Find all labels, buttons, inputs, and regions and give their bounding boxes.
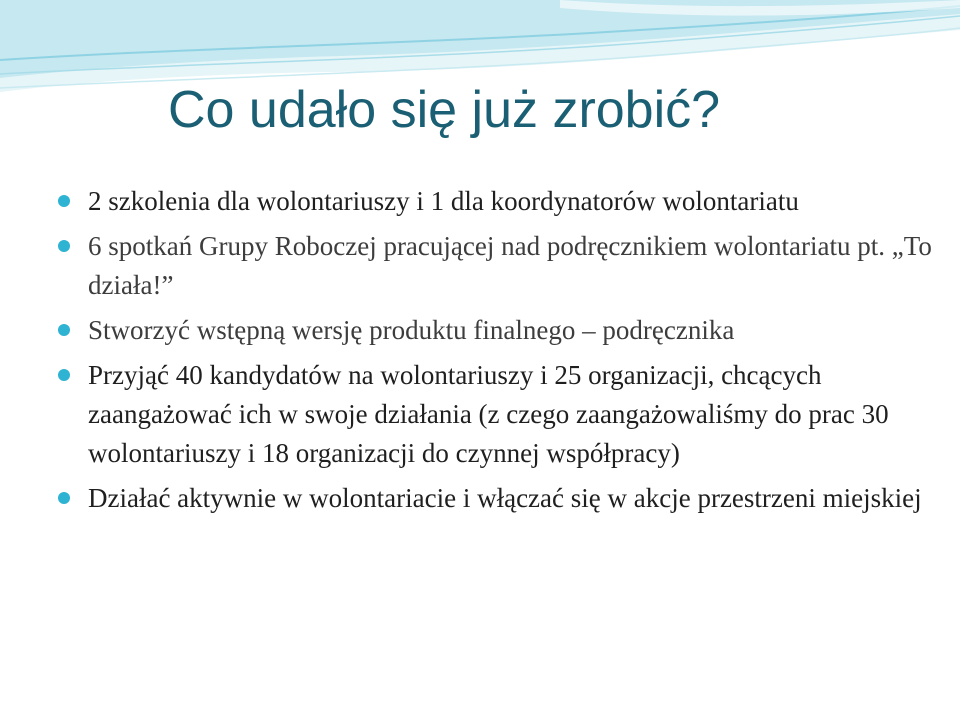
bullet-item — [58, 227, 938, 305]
bullet-dot-icon — [58, 492, 70, 504]
bullet-dot-icon — [58, 324, 70, 336]
bullet-text: Stworzyć wstępną wersję produktu finalnego – podręcznika — [88, 315, 735, 345]
bullet-list — [58, 182, 938, 524]
bullet-dot-icon — [58, 195, 70, 207]
bullet-item — [58, 479, 938, 518]
bullet-text: Przyjąć 40 kandydatów na wolontariuszy i 25 organizacji, chcących zaangażować ich w swoje działania (z czego zaangażowaliśmy do prac 30 wolontariuszy i 18 organizacji do czynnej współpracy) — [88, 360, 889, 468]
bullet-text: Działać aktywnie w wolontariacie i włączać się w akcje przestrzeni miejskiej — [88, 483, 922, 513]
bullet-text: 6 spotkań Grupy Roboczej pracującej nad podręcznikiem wolontariatu pt. „To działa!” — [88, 231, 932, 300]
bullet-text: 2 szkolenia dla wolontariuszy i 1 dla koordynatorów wolontariatu — [88, 186, 799, 216]
bullet-item — [58, 182, 938, 221]
bullet-item — [58, 356, 938, 473]
slide-title: Co udało się już zrobić? — [168, 81, 721, 139]
bullet-item — [58, 311, 938, 350]
bullet-dot-icon — [58, 240, 70, 252]
bullet-dot-icon — [58, 369, 70, 381]
